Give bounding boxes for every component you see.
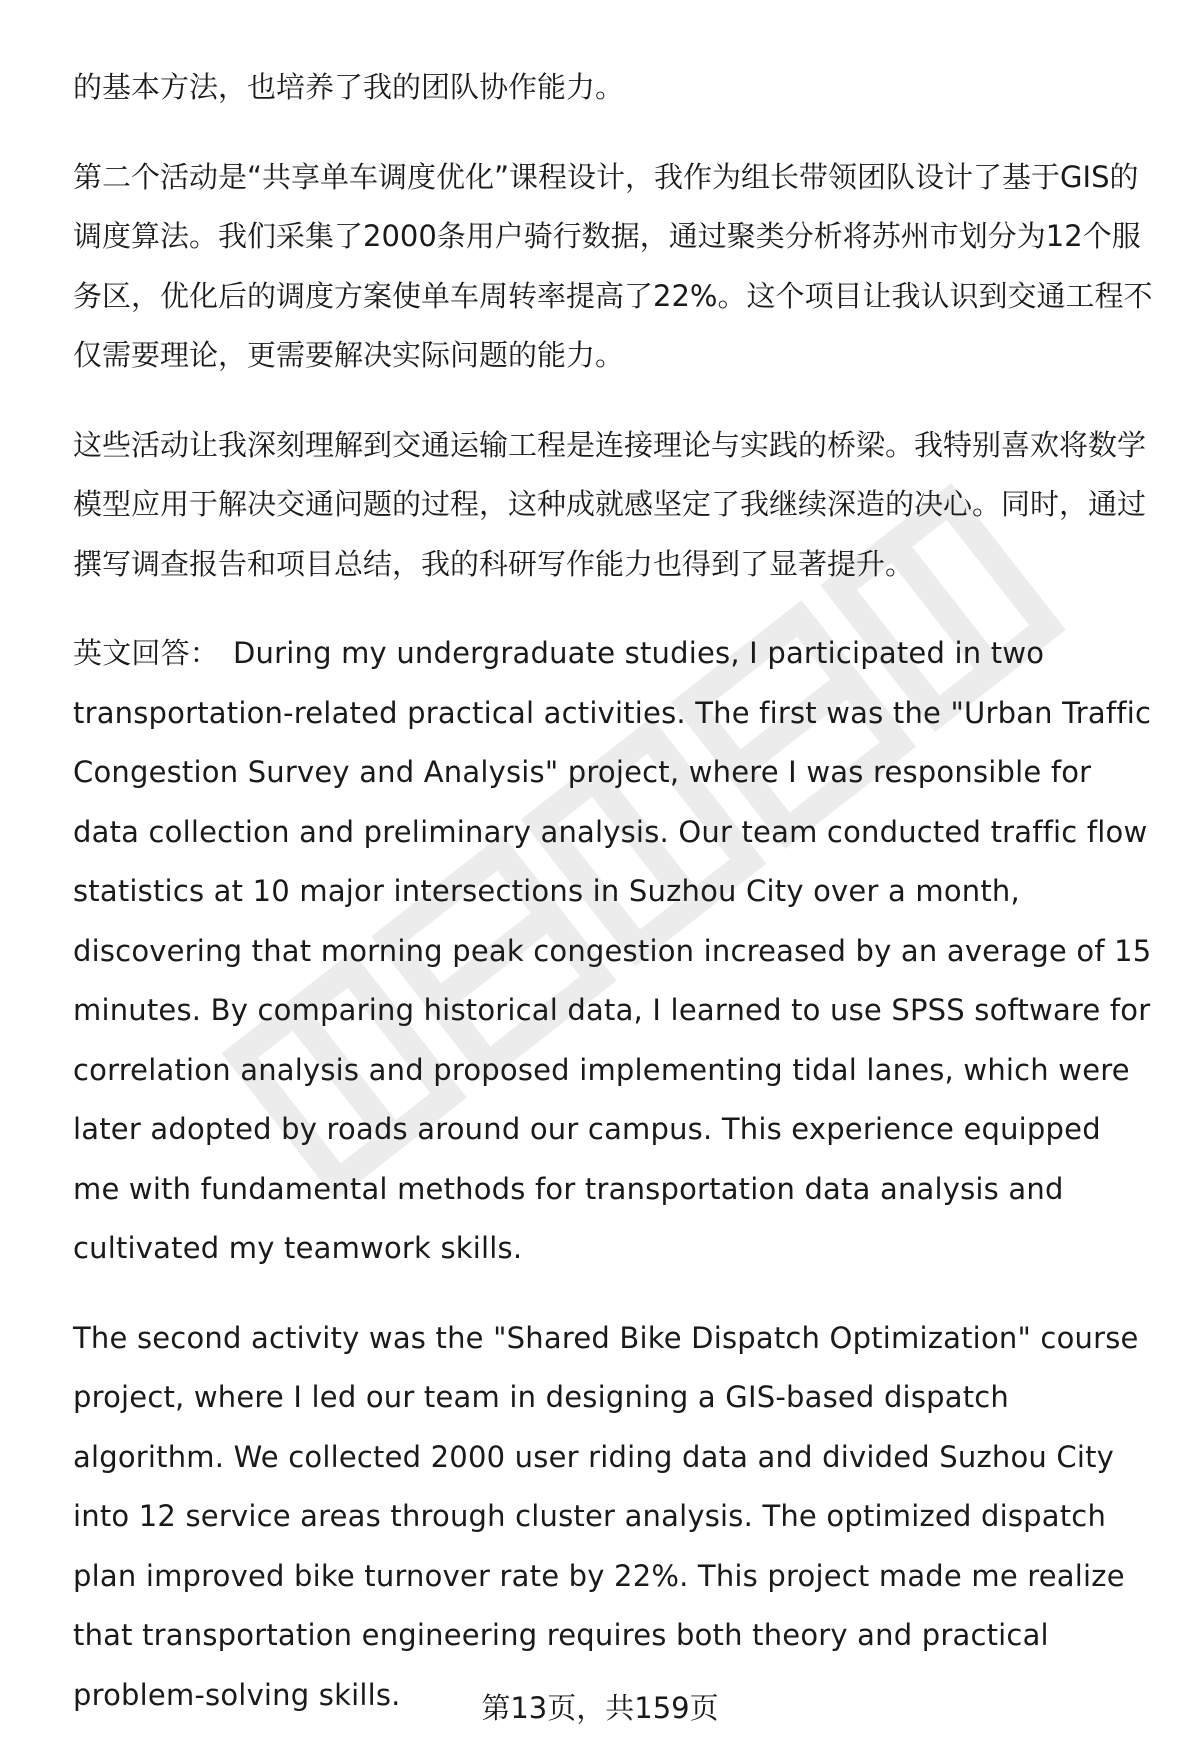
paragraph-en-1 (73, 624, 1153, 1279)
page-number: 第13页，共159页 (481, 1691, 719, 1725)
english-answer-label: 英文回答： (73, 636, 220, 670)
paragraph-en-2: The second activity was the "Shared Bike Dispatch Optimization" course project, where I led our team in designing a GIS-based dispatch algorithm. We collected 2000 user riding data and divided Suzhou City into 12 service areas through cluster analysis. The optimized dispatch plan improved bike turnover rate by 22%. This project made me realize that transportation engineering requires both theory and practical problem-solving skills. (73, 1320, 1139, 1712)
paragraph-zh-3: 这些活动让我深刻理解到交通运输工程是连接理论与实践的桥梁。我特别喜欢将数学模型应用于解决交通问题的过程，这种成就感坚定了我继续深造的决心。同时，通过撰写调查报告和项目总结，我的科研写作能力也得到了显著提升。 (73, 427, 1147, 581)
paragraph-zh-1: 的基本方法，也培养了我的团队协作能力。 (73, 70, 625, 104)
paragraph-zh-2: 第二个活动是“共享单车调度优化”课程设计，我作为组长带领团队设计了基于GIS的调度算法。我们采集了2000条用户骑行数据，通过聚类分析将苏州市划分为12个服务区，优化后的调度方案使单车周转率提高了22%。这个项目让我认识到交通工程不仅需要理论，更需要解决实际问题的能力。 (73, 159, 1153, 372)
english-answer-text: During my undergraduate studies, I participated in two transportation-related practical activities. The first was the "Urban Traffic Congestion Survey and Analysis" project, where I was responsible for data collection and preliminary analysis. Our team conducted traffic flow statistics at 10 major intersections in Suzhou City over a month, discovering that morning peak congestion increased by an average of 15 minutes. By comparing historical data, I learned to use SPSS software for correlation analysis and proposed implementing tidal lanes, which were later adopted by roads around our campus. This experience equipped me with fundamental methods for transportation data analysis and cultivated my teamwork skills. (73, 636, 1152, 1265)
document-body (73, 58, 1153, 1725)
